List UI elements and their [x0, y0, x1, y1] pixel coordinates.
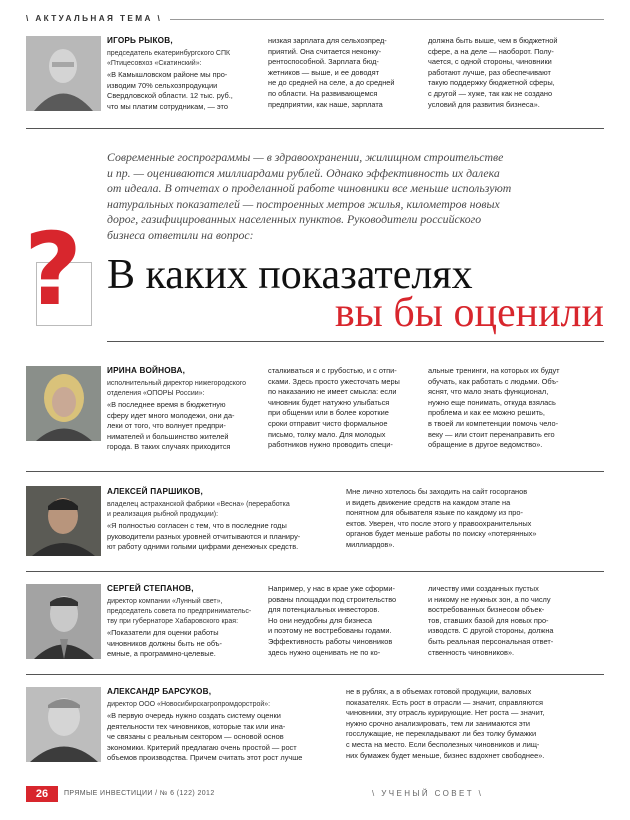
speaker-role: председатель екатеринбургского СПК «Птицесовхоз «Скатинский»: [107, 50, 231, 67]
speaker-name: АЛЕКСЕЙ ПАРШИКОВ, [107, 487, 203, 496]
quote-column-1: «В Камышловском районе мы про- изводим 70% сельхозпродукции Свердловской области. 12 тыс. руб., что мы платим сотрудникам, — это [107, 70, 233, 111]
quote-column-3: альные тренинги, на которых их будут обучать, как работать с людьми. Объ- яснят, что мало знать функционал, нужно еще понимать, откуда взялась проблема и как ее можно решить, в твоей ли компетенции помочь чело- веку — или стоит перенаправить его обращение в другое ведомство». [428, 366, 560, 450]
portrait-photo [26, 486, 101, 556]
speaker-role: владелец астраханской фабрики «Весна» (переработка и реализация рыбной продукции): [107, 501, 290, 518]
quote-column-2: Например, у нас в крае уже сформи- рованы площадки под строительство для потенциальных инвесторов. Но они неудобны для бизнеса и поэтому не востребованы годами. Эффективность работы чиновников здесь нужно оценивать не по ко- [268, 584, 397, 657]
speaker-role: директор компании «Лунный свет», председатель совета по предпринимательс- тву при губернаторе Хабаровского края: [107, 598, 252, 625]
rubric-label: \ АКТУАЛЬНАЯ ТЕМА \ [26, 14, 163, 23]
magazine-title: ПРЯМЫЕ ИНВЕСТИЦИИ / № 6 (122) 2012 [64, 790, 215, 797]
speaker-name: ИГОРЬ РЫКОВ, [107, 36, 173, 45]
question-mark-icon: ? [26, 236, 98, 328]
quote-column-3: должна быть выше, чем в бюджетной сфере, а на деле — наоборот. Полу- чается, с одной стороны, чиновники работают лучше, раз обеспечивают такую поддержку бюджетной сферы, с другой — хуже, так как не создано условий для развития бизнеса». [428, 36, 558, 109]
section-label: \ УЧЕНЫЙ СОВЕТ \ [372, 789, 484, 798]
lead-paragraph: Современные госпрограммы — в здравоохранении, жилищном строительстве и пр. — оцениваются миллиардами рублей. Однако эффективность их далека от идеала. В отчетах о проделанной работе чиновники все меньше используют натуральных показателей — построенных метров жилья, километров новых дорог, газифицированных населенных пунктов. Руководители российского бизнеса ответили на вопрос: [107, 150, 512, 242]
quote-column-1: «Я полностью согласен с тем, что в последние годы руководители разных уровней отчитываются и планиру- ют работу одними голыми цифрами денежных средств. [107, 521, 301, 552]
quote-column-1: «В первую очередь нужно создать систему оценки деятельности тех чиновников, которые так или ина- че связаны с реальным сектором — основой основ экономики. Критерий предлагаю очень простой — рост объемов производства. Причем считать этот рост лучше [107, 711, 303, 763]
speaker-role: исполнительный директор нижегородского отделения «ОПОРЫ России»: [107, 380, 247, 397]
portrait-photo [26, 687, 101, 762]
quote-column-1: «Показатели для оценки работы чиновников должны быть не объ- емные, а программно-целевые. [107, 628, 222, 659]
speaker-name: ИРИНА ВОЙНОВА, [107, 366, 186, 375]
portrait-photo [26, 366, 101, 441]
quote-column-2: Мне лично хотелось бы заходить на сайт госорганов и видеть движение средств на каждом этапе на понятном для обывателя языке по каждому из про- ектов. Уверен, что после этого у правоохранительных органов будет меньше работы по поиску «потерянных» миллиардов». [346, 487, 537, 549]
headline-line-2: вы бы оценили [334, 290, 604, 336]
quote-column-1: «В последнее время в бюджетную сферу идет много молодежи, они да- леки от того, что волнует предпри- нимателей и большинство жителей города. В таких случаях приходится [107, 400, 235, 452]
quote-column-2: сталкиваться и с грубостью, и с отпи- сками. Здесь просто ужесточать меры по наказанию не имеет смысла: если чиновник будет натужно улыбаться при общении или в более короткие сроки отправит чисто формальное письмо, толку мало. Для молодых работников нужно проводить специ- [268, 366, 400, 450]
section-divider [26, 674, 604, 675]
page-number: 26 [26, 786, 58, 802]
section-divider [26, 128, 604, 129]
section-divider [26, 571, 604, 572]
quote-column-3: личеству ими созданных пустых и никому не нужных зон, а по числу востребованных бизнесом объек- тов, ставших базой для новых про- изводств. С другой стороны, должна быть реальная персональная ответ- ственность чиновников». [428, 584, 554, 657]
header-rule [170, 19, 604, 20]
portrait-photo [26, 584, 101, 659]
headline-line-1: В каких показателях [107, 252, 473, 298]
section-divider [26, 471, 604, 472]
portrait-photo [26, 36, 101, 111]
speaker-name: СЕРГЕЙ СТЕПАНОВ, [107, 584, 194, 593]
speaker-role: директор ООО «Новосибирскагропромдорстрой»: [107, 701, 271, 708]
speaker-name: АЛЕКСАНДР БАРСУКОВ, [107, 687, 212, 696]
headline-rule [107, 341, 604, 342]
quote-column-2: низкая зарплата для сельхозпред- приятий. Она считается неконку- рентоспособной. Зарплата бюд- жетников — выше, и ее доводят не до средней на селе, а до средней по области. На развивающемся предприятии, как наше, зарплата [268, 36, 395, 109]
quote-column-2: не в рублях, а в объемах готовой продукции, валовых показателях. Есть рост в отрасли — значит, справляются чиновники, эту отрасль курирующие. Нет роста — значит, нужно срочно анализировать, тем ли занимаются эти госслужащие, не перекладывают ли без толку бумажки с места на место. Если бесполезных чиновников и лищ- них бумажек будет меньше, бизнес вздохнет свободнее». [346, 687, 545, 760]
